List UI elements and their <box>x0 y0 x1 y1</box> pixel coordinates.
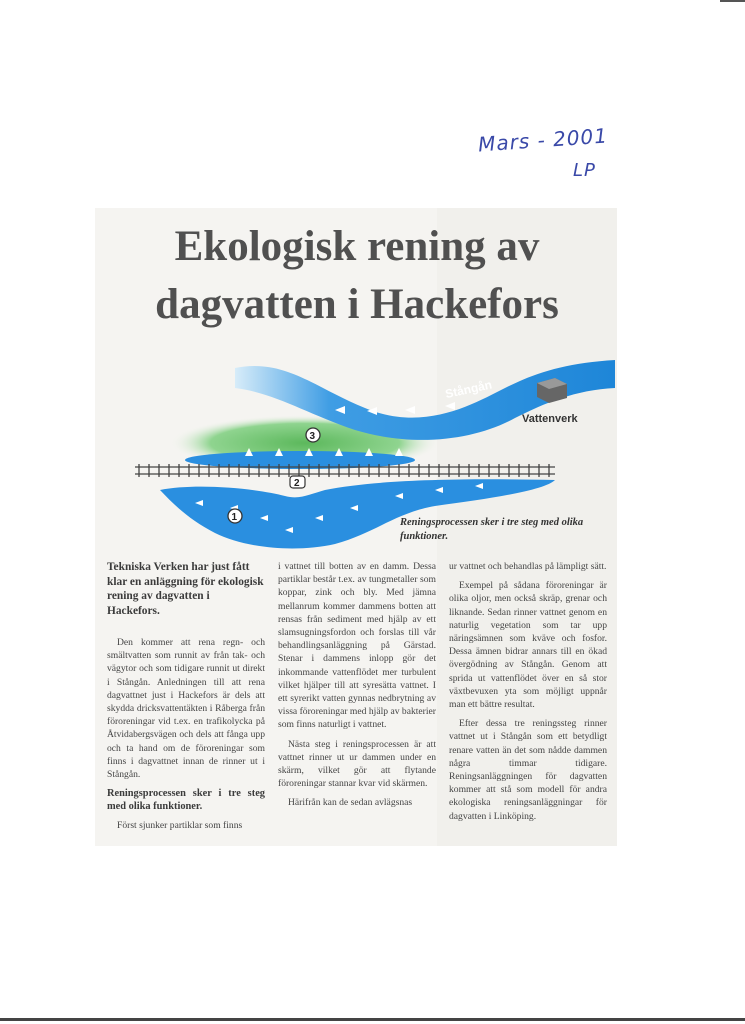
paragraph: ur vattnet och behandlas på lämpligt sätt. <box>449 561 607 572</box>
handwritten-initials: LP <box>573 160 596 181</box>
svg-text:3: 3 <box>309 431 316 442</box>
newspaper-clipping <box>95 208 617 846</box>
step-3-marker <box>306 428 320 442</box>
illustration-caption: Reningsprocessen sker i tre steg med olika funktioner. <box>400 517 584 542</box>
paragraph: Härifrån kan de sedan avlägsnas <box>288 797 413 809</box>
river-label: Stångån <box>443 377 494 402</box>
paragraph: Den kommer att rena regn- och smältvatten som runnit av från tak- och vägytor och som tidigare runnit ut direkt i Stångån. Anledningen till att rena dagvattnet just i Hackefors är dels att skydda dricksvattentäkten i Råberga från föroreningar vid t.ex. en trafikolycka på Åtvidabergsvägen och dels att fånga upp och ta hand om de föroreningar som finns i dagvattnet innan de rinner ut i Stångån. <box>107 637 265 781</box>
column-2 <box>278 560 436 816</box>
waterworks-building-icon <box>537 378 567 403</box>
svg-text:1: 1 <box>231 512 238 523</box>
paragraph: Efter dessa tre reningssteg rinner vattnet ut i Stångån som ett betydligt renare vatten än det som nådde dammen några timmar tidigare. Reningsanläggningen för dagvatten kommer att stå som modell för andra ekologiska reningsanläggningar för dagvatten i Linköping. <box>449 718 607 822</box>
article-lead: Tekniska Verken har just fått klar en anläggning för ekologisk rening av dagvatten i Hackefors. <box>107 561 264 617</box>
waterworks-label: Vattenverk <box>522 413 578 425</box>
paragraph: i vattnet till botten av en damm. Dessa partiklar består t.ex. av tungmetaller som koppar, zink och bly. Med jämna mellanrum kommer dammens botten att rensas från sediment med hjälp av ett slamsugningsfordon och forslas till vår behandlingsanläggning på Gärstad. Stenar i dammens inlopp gör det inkommande vattenflödet mer turbulent vilket hjälper till att syresätta vattnet. I ett syrerikt vatten gynnas nedbrytning av vissa föroreningar med hjälp av bakterier som finns naturligt i vattnet. <box>278 561 436 731</box>
handwritten-date: Mars - 2001 <box>477 123 609 157</box>
subheading: Reningsprocessen sker i tre steg med olika funktioner. <box>107 788 265 813</box>
step-2-marker <box>290 476 305 489</box>
scan-edge-line <box>720 0 745 2</box>
article-title <box>107 218 607 334</box>
paragraph: Först sjunker partiklar som finns <box>117 820 243 832</box>
paragraph: Nästa steg i reningsprocessen är att vattnet rinner ut ur dammen under en skärm, vilket gör att flytande föroreningar stannar kvar vid skärmen. <box>278 738 436 790</box>
title-line-1: Ekologisk rening av <box>174 223 540 270</box>
article-body <box>107 560 607 845</box>
column-1 <box>107 560 265 838</box>
step-1-marker <box>228 509 242 523</box>
svg-text:2: 2 <box>294 478 300 489</box>
paragraph: Exempel på sådana föroreningar är olika oljor, men också skräp, grenar och liknande. Sedan rinner vattnet genom en naturlig vegetation som tar upp näringsämnen som kväve och fosfor. Dessa ämnen bidrar annars till en ökad övergödning av Stångån. Genom att sprida ut vattenflödet över en så stor växtbevuxen yta som möjligt uppnår man ett bättre resultat. <box>449 580 607 711</box>
column-3 <box>449 560 607 829</box>
scan-edge-line <box>0 1018 745 1021</box>
title-line-2: dagvatten i Hackefors <box>155 281 559 328</box>
